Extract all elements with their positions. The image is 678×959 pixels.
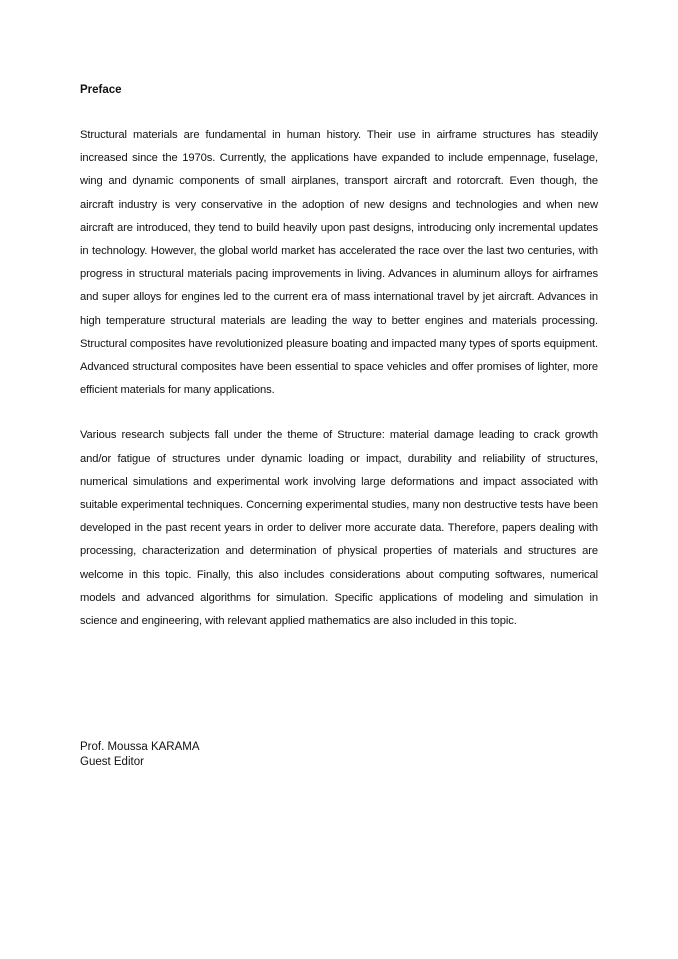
document-body (80, 82, 598, 655)
paragraph: Structural materials are fundamental in human history. Their use in airframe structures has steadily increased since the 1970s. Currently, the applications have expanded to include empennage, fuselage, wing and dynamic components of small airplanes, transport aircraft and rotorcraft. Even though, the aircraft industry is very conservative in the adoption of new designs and technologies and when new aircraft are introduced, they tend to build heavily upon past designs, introducing only incremental updates in technology. However, the global world market has accelerated the race over the last two centuries, with progress in structural materials pacing improvements in living. Advances in aluminum alloys for airframes and super alloys for engines led to the current era of mass international travel by jet aircraft. Advances in high temperature structural materials are leading the way to better engines and materials processing. Structural composites have revolutionized pleasure boating and impacted many types of sports equipment. Advanced structural composites have been essential to space vehicles and offer promises of lighter, more efficient materials for many applications. (80, 129, 598, 397)
signature-block (80, 740, 200, 770)
page-title: Preface (80, 84, 122, 96)
paragraph: Various research subjects fall under the theme of Structure: material damage leading to crack growth and/or fatigue of structures under dynamic loading or impact, durability and reliability of structures, numerical simulations and experimental work involving large deformations and impact associated with suitable experimental techniques. Concerning experimental studies, many non destructive tests have been developed in the past recent years in order to deliver more accurate data. Therefore, papers dealing with processing, characterization and determination of physical properties of materials and structures are welcome in this topic. Finally, this also includes considerations about computing softwares, numerical models and advanced algorithms for simulation. Specific applications of modeling and simulation in science and engineering, with relevant applied mathematics are also included in this topic. (80, 429, 598, 628)
author-name: Prof. Moussa KARAMA (80, 741, 200, 753)
author-role: Guest Editor (80, 756, 144, 768)
